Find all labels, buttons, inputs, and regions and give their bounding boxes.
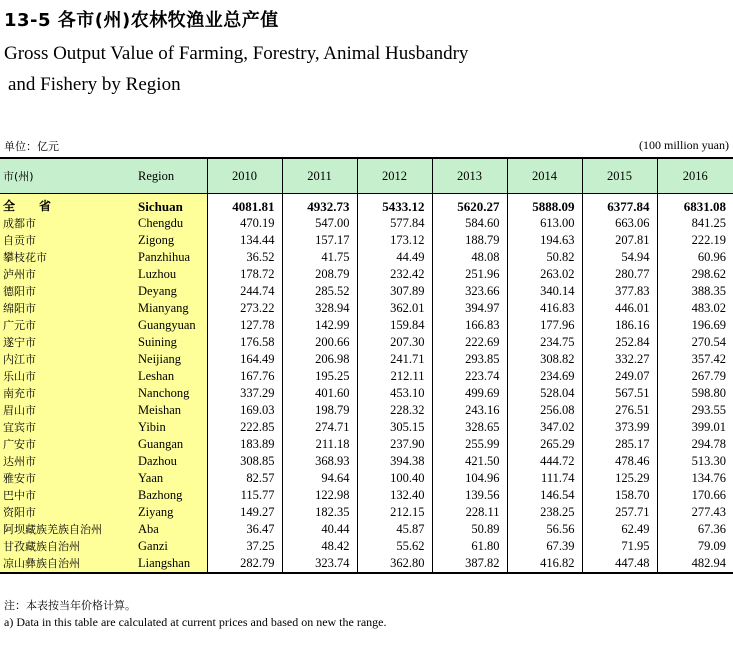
value-cell: 394.38 — [357, 453, 432, 470]
value-cell: 444.72 — [507, 453, 582, 470]
value-cell: 222.69 — [432, 334, 507, 351]
value-cell: 282.79 — [207, 555, 282, 573]
value-cell: 159.84 — [357, 317, 432, 334]
region-name-en: Meishan — [132, 402, 207, 419]
value-cell: 195.25 — [282, 368, 357, 385]
region-name-cn: 资阳市 — [0, 504, 132, 521]
value-cell: 79.09 — [657, 538, 733, 555]
output-value-table — [0, 157, 733, 574]
table-row — [0, 232, 733, 249]
value-cell: 237.90 — [357, 436, 432, 453]
value-cell: 61.80 — [432, 538, 507, 555]
table-row — [0, 368, 733, 385]
table-row — [0, 385, 733, 402]
table-row — [0, 504, 733, 521]
value-cell: 212.15 — [357, 504, 432, 521]
header-year: 2013 — [432, 158, 507, 194]
value-cell: 252.84 — [582, 334, 657, 351]
value-cell: 228.11 — [432, 504, 507, 521]
value-cell: 188.79 — [432, 232, 507, 249]
value-cell: 169.03 — [207, 402, 282, 419]
value-cell: 67.39 — [507, 538, 582, 555]
value-cell: 82.57 — [207, 470, 282, 487]
value-cell: 841.25 — [657, 215, 733, 232]
region-name-cn: 南充市 — [0, 385, 132, 402]
value-cell: 251.96 — [432, 266, 507, 283]
value-cell: 234.69 — [507, 368, 582, 385]
value-cell: 285.52 — [282, 283, 357, 300]
unit-label-cn: 单位：亿元 — [4, 140, 59, 153]
value-cell: 332.27 — [582, 351, 657, 368]
region-name-en: Bazhong — [132, 487, 207, 504]
value-cell: 238.25 — [507, 504, 582, 521]
value-cell: 142.99 — [282, 317, 357, 334]
value-cell: 170.66 — [657, 487, 733, 504]
value-cell: 305.15 — [357, 419, 432, 436]
table-row-total — [0, 194, 733, 216]
table-row — [0, 470, 733, 487]
table-row — [0, 351, 733, 368]
value-cell: 577.84 — [357, 215, 432, 232]
value-cell: 62.49 — [582, 521, 657, 538]
value-cell: 308.82 — [507, 351, 582, 368]
value-cell: 167.76 — [207, 368, 282, 385]
value-cell: 263.02 — [507, 266, 582, 283]
value-cell: 183.89 — [207, 436, 282, 453]
header-region-cn: 市(州) — [0, 158, 132, 194]
value-cell: 416.82 — [507, 555, 582, 573]
value-cell: 228.32 — [357, 402, 432, 419]
region-name-en: Aba — [132, 521, 207, 538]
value-cell: 222.19 — [657, 232, 733, 249]
value-cell: 104.96 — [432, 470, 507, 487]
value-cell: 347.02 — [507, 419, 582, 436]
table-row — [0, 266, 733, 283]
value-cell: 613.00 — [507, 215, 582, 232]
value-cell: 598.80 — [657, 385, 733, 402]
value-cell: 483.02 — [657, 300, 733, 317]
value-cell: 177.96 — [507, 317, 582, 334]
value-cell: 211.18 — [282, 436, 357, 453]
region-name-en: Chengdu — [132, 215, 207, 232]
value-cell: 293.55 — [657, 402, 733, 419]
region-name-cn: 攀枝花市 — [0, 249, 132, 266]
header-year: 2014 — [507, 158, 582, 194]
value-cell: 41.75 — [282, 249, 357, 266]
table-row — [0, 402, 733, 419]
value-cell: 399.01 — [657, 419, 733, 436]
value-cell: 36.47 — [207, 521, 282, 538]
value-cell: 243.16 — [432, 402, 507, 419]
value-cell: 45.87 — [357, 521, 432, 538]
value-cell: 377.83 — [582, 283, 657, 300]
value-cell: 255.99 — [432, 436, 507, 453]
value-cell: 285.17 — [582, 436, 657, 453]
value-cell: 122.98 — [282, 487, 357, 504]
value-cell: 67.36 — [657, 521, 733, 538]
value-cell: 146.54 — [507, 487, 582, 504]
value-cell: 446.01 — [582, 300, 657, 317]
value-cell: 182.35 — [282, 504, 357, 521]
value-cell: 307.89 — [357, 283, 432, 300]
value-cell: 200.66 — [282, 334, 357, 351]
table-row — [0, 538, 733, 555]
value-cell: 277.43 — [657, 504, 733, 521]
value-cell: 4932.73 — [282, 194, 357, 216]
table-body — [0, 194, 733, 574]
region-name-cn: 乐山市 — [0, 368, 132, 385]
value-cell: 173.12 — [357, 232, 432, 249]
value-cell: 293.85 — [432, 351, 507, 368]
value-cell: 323.74 — [282, 555, 357, 573]
value-cell: 50.82 — [507, 249, 582, 266]
table-row — [0, 283, 733, 300]
region-name-en: Mianyang — [132, 300, 207, 317]
value-cell: 482.94 — [657, 555, 733, 573]
value-cell: 328.65 — [432, 419, 507, 436]
page-title-en-line1: Gross Output Value of Farming, Forestry, Animal Husbandry — [4, 43, 469, 64]
header-region-en: Region — [132, 158, 207, 194]
value-cell: 134.44 — [207, 232, 282, 249]
unit-label-en: (100 million yuan) — [639, 138, 729, 152]
region-name-cn: 凉山彝族自治州 — [0, 555, 132, 573]
region-name-cn: 自贡市 — [0, 232, 132, 249]
value-cell: 206.98 — [282, 351, 357, 368]
region-name-cn: 遂宁市 — [0, 334, 132, 351]
page-title-cn: 13-5 各市(州)农林牧渔业总产值 — [4, 10, 279, 31]
table-row — [0, 300, 733, 317]
value-cell: 4081.81 — [207, 194, 282, 216]
region-name-cn: 德阳市 — [0, 283, 132, 300]
table-header-row — [0, 158, 733, 194]
value-cell: 71.95 — [582, 538, 657, 555]
region-name-cn: 达州市 — [0, 453, 132, 470]
value-cell: 125.29 — [582, 470, 657, 487]
value-cell: 50.89 — [432, 521, 507, 538]
value-cell: 249.07 — [582, 368, 657, 385]
value-cell: 241.71 — [357, 351, 432, 368]
page-title-en — [4, 38, 604, 100]
footnote-cn: 注：本表按当年价格计算。 — [4, 599, 136, 612]
value-cell: 328.94 — [282, 300, 357, 317]
value-cell: 323.66 — [432, 283, 507, 300]
value-cell: 388.35 — [657, 283, 733, 300]
value-cell: 111.74 — [507, 470, 582, 487]
value-cell: 528.04 — [507, 385, 582, 402]
value-cell: 232.42 — [357, 266, 432, 283]
region-name-en: Yaan — [132, 470, 207, 487]
region-name-en: Leshan — [132, 368, 207, 385]
region-name-en: Dazhou — [132, 453, 207, 470]
value-cell: 584.60 — [432, 215, 507, 232]
value-cell: 362.01 — [357, 300, 432, 317]
value-cell: 196.69 — [657, 317, 733, 334]
value-cell: 40.44 — [282, 521, 357, 538]
value-cell: 194.63 — [507, 232, 582, 249]
table-row — [0, 453, 733, 470]
region-name-en: Neijiang — [132, 351, 207, 368]
value-cell: 94.64 — [282, 470, 357, 487]
region-name-en: Ganzi — [132, 538, 207, 555]
value-cell: 212.11 — [357, 368, 432, 385]
value-cell: 176.58 — [207, 334, 282, 351]
region-name-cn: 全 省 — [0, 194, 132, 216]
table-row — [0, 521, 733, 538]
region-name-en: Sichuan — [132, 194, 207, 216]
value-cell: 6831.08 — [657, 194, 733, 216]
value-cell: 387.82 — [432, 555, 507, 573]
region-name-cn: 阿坝藏族羌族自治州 — [0, 521, 132, 538]
region-name-cn: 眉山市 — [0, 402, 132, 419]
value-cell: 132.40 — [357, 487, 432, 504]
value-cell: 373.99 — [582, 419, 657, 436]
value-cell: 280.77 — [582, 266, 657, 283]
value-cell: 5620.27 — [432, 194, 507, 216]
value-cell: 36.52 — [207, 249, 282, 266]
region-name-cn: 广安市 — [0, 436, 132, 453]
region-name-en: Zigong — [132, 232, 207, 249]
value-cell: 470.19 — [207, 215, 282, 232]
value-cell: 149.27 — [207, 504, 282, 521]
region-name-en: Guangyuan — [132, 317, 207, 334]
value-cell: 157.17 — [282, 232, 357, 249]
footnote-en: a) Data in this table are calculated at current prices and based on new the range. — [4, 615, 387, 629]
value-cell: 357.42 — [657, 351, 733, 368]
value-cell: 60.96 — [657, 249, 733, 266]
value-cell: 48.42 — [282, 538, 357, 555]
value-cell: 178.72 — [207, 266, 282, 283]
value-cell: 207.81 — [582, 232, 657, 249]
table-row — [0, 215, 733, 232]
region-name-cn: 内江市 — [0, 351, 132, 368]
value-cell: 186.16 — [582, 317, 657, 334]
region-name-en: Liangshan — [132, 555, 207, 573]
value-cell: 340.14 — [507, 283, 582, 300]
value-cell: 416.83 — [507, 300, 582, 317]
header-year: 2010 — [207, 158, 282, 194]
region-name-en: Deyang — [132, 283, 207, 300]
value-cell: 6377.84 — [582, 194, 657, 216]
table-row — [0, 436, 733, 453]
table-row — [0, 317, 733, 334]
value-cell: 208.79 — [282, 266, 357, 283]
region-name-en: Panzhihua — [132, 249, 207, 266]
region-name-cn: 甘孜藏族自治州 — [0, 538, 132, 555]
table-row — [0, 249, 733, 266]
region-name-cn: 巴中市 — [0, 487, 132, 504]
value-cell: 244.74 — [207, 283, 282, 300]
region-name-cn: 绵阳市 — [0, 300, 132, 317]
value-cell: 166.83 — [432, 317, 507, 334]
value-cell: 478.46 — [582, 453, 657, 470]
value-cell: 5433.12 — [357, 194, 432, 216]
region-name-cn: 泸州市 — [0, 266, 132, 283]
value-cell: 139.56 — [432, 487, 507, 504]
region-name-cn: 宜宾市 — [0, 419, 132, 436]
value-cell: 198.79 — [282, 402, 357, 419]
region-name-en: Nanchong — [132, 385, 207, 402]
value-cell: 421.50 — [432, 453, 507, 470]
table-row — [0, 487, 733, 504]
value-cell: 394.97 — [432, 300, 507, 317]
region-name-en: Luzhou — [132, 266, 207, 283]
value-cell: 55.62 — [357, 538, 432, 555]
value-cell: 362.80 — [357, 555, 432, 573]
value-cell: 276.51 — [582, 402, 657, 419]
value-cell: 447.48 — [582, 555, 657, 573]
value-cell: 56.56 — [507, 521, 582, 538]
value-cell: 337.29 — [207, 385, 282, 402]
value-cell: 663.06 — [582, 215, 657, 232]
value-cell: 298.62 — [657, 266, 733, 283]
value-cell: 274.71 — [282, 419, 357, 436]
value-cell: 44.49 — [357, 249, 432, 266]
value-cell: 37.25 — [207, 538, 282, 555]
table-row — [0, 419, 733, 436]
value-cell: 223.74 — [432, 368, 507, 385]
value-cell: 257.71 — [582, 504, 657, 521]
table-row — [0, 334, 733, 351]
value-cell: 453.10 — [357, 385, 432, 402]
value-cell: 265.29 — [507, 436, 582, 453]
value-cell: 499.69 — [432, 385, 507, 402]
value-cell: 127.78 — [207, 317, 282, 334]
value-cell: 222.85 — [207, 419, 282, 436]
table-row — [0, 555, 733, 573]
header-year: 2012 — [357, 158, 432, 194]
value-cell: 273.22 — [207, 300, 282, 317]
region-name-cn: 成都市 — [0, 215, 132, 232]
region-name-en: Ziyang — [132, 504, 207, 521]
header-year: 2015 — [582, 158, 657, 194]
region-name-en: Guangan — [132, 436, 207, 453]
value-cell: 270.54 — [657, 334, 733, 351]
value-cell: 54.94 — [582, 249, 657, 266]
page-title-en-line2: and Fishery by Region — [8, 74, 181, 95]
value-cell: 207.30 — [357, 334, 432, 351]
value-cell: 256.08 — [507, 402, 582, 419]
value-cell: 100.40 — [357, 470, 432, 487]
header-year: 2016 — [657, 158, 733, 194]
value-cell: 48.08 — [432, 249, 507, 266]
header-year: 2011 — [282, 158, 357, 194]
value-cell: 267.79 — [657, 368, 733, 385]
region-name-en: Suining — [132, 334, 207, 351]
value-cell: 368.93 — [282, 453, 357, 470]
value-cell: 401.60 — [282, 385, 357, 402]
value-cell: 164.49 — [207, 351, 282, 368]
value-cell: 234.75 — [507, 334, 582, 351]
value-cell: 294.78 — [657, 436, 733, 453]
region-name-en: Yibin — [132, 419, 207, 436]
value-cell: 308.85 — [207, 453, 282, 470]
value-cell: 115.77 — [207, 487, 282, 504]
value-cell: 5888.09 — [507, 194, 582, 216]
region-name-cn: 雅安市 — [0, 470, 132, 487]
value-cell: 158.70 — [582, 487, 657, 504]
value-cell: 547.00 — [282, 215, 357, 232]
region-name-cn: 广元市 — [0, 317, 132, 334]
value-cell: 134.76 — [657, 470, 733, 487]
value-cell: 567.51 — [582, 385, 657, 402]
value-cell: 513.30 — [657, 453, 733, 470]
